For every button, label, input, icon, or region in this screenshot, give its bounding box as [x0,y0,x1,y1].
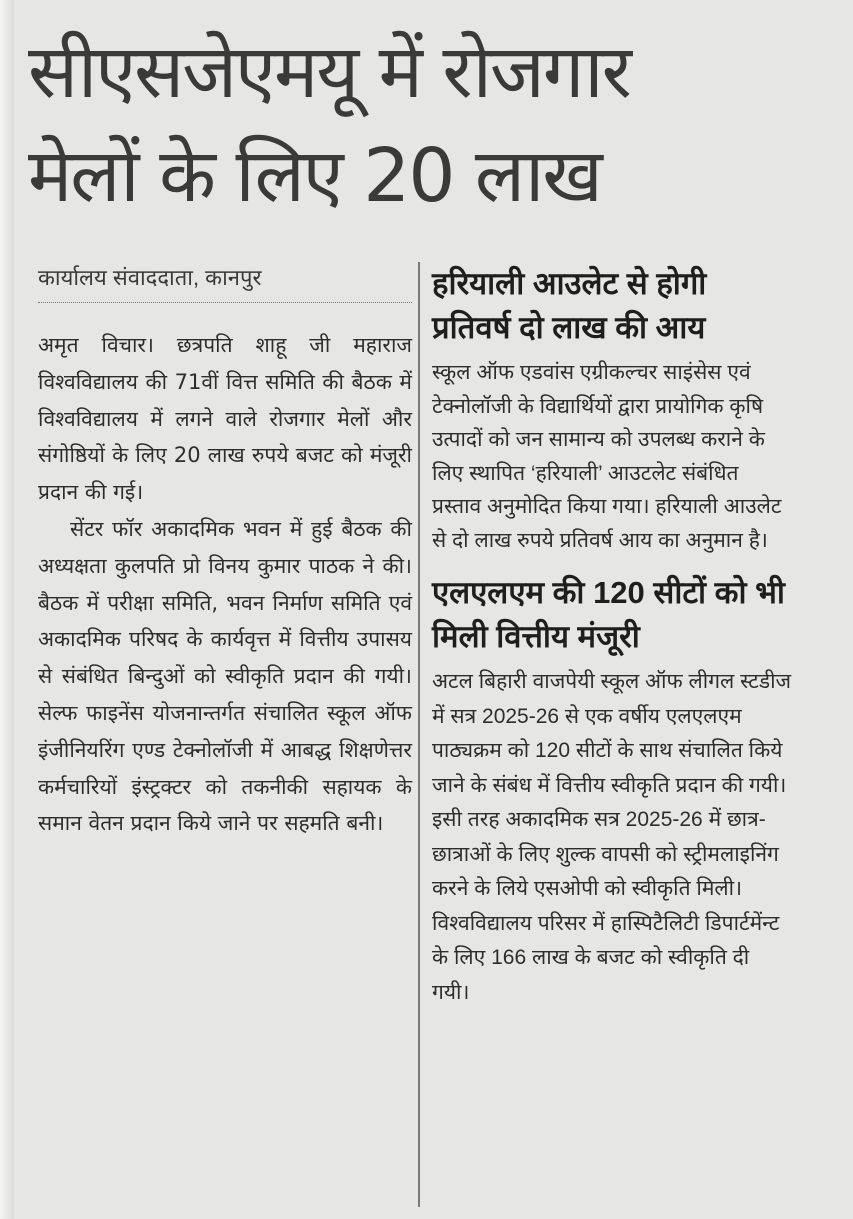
main-story-column [38,262,412,842]
headline-line-1: सीएसजेएमयू में रोजगार [28,29,630,115]
main-story-paragraph-1: अमृत विचार। छत्रपति शाहू जी महाराज विश्वविद्यालय की 71वीं वित्त समिति की बैठक में विश्वविद्यालय में लगने वाले रोजगार मेलों और संगोष्ठियों के लिए 20 लाख रुपये बजट को मंजूरी प्रदान की गई। [38,333,412,505]
page-edge [0,0,14,1219]
side-story-1-body: स्कूल ऑफ एडवांस एग्रीकल्चर साइंसेस एवं टेक्नोलॉजी के विद्यार्थियों द्वारा प्रायोगिक कृषि उत्पादों को जन सामान्य को उपलब्ध कराने के लिए स्थापित ‘हरियाली’ आउटलेट संबंधित प्रस्ताव अनुमोदित किया गया। हरियाली आउलेट से दो लाख रुपये प्रतिवर्ष आय का अनुमान है। [432,361,782,552]
byline: कार्यालय संवाददाता, कानपुर [38,262,412,303]
side-story-1-heading: हरियाली आउलेट से होगी प्रतिवर्ष दो लाख की आय [432,266,707,345]
side-stories-column [432,262,792,1024]
side-story-2-body: अटल बिहारी वाजपेयी स्कूल ऑफ लीगल स्टडीज में सत्र 2025-26 से एक वर्षीय एलएलएम पाठ्यक्रम को 120 सीटों के साथ संचालित किये जाने के संबंध में वित्तीय स्वीकृति प्रदान की गयी। इसी तरह अकादमिक सत्र 2025-26 में छात्र-छात्राओं के लिए शुल्क वापसी को स्ट्रीमलाइनिंग करने के लिये एसओपी को स्वीकृति मिली। विश्वविद्यालय परिसर में हास्पिटैलिटी डिपार्टमेंन्ट के लिए 166 लाख के बजट को स्वीकृति दी गयी। [432,670,792,1004]
side-story-2-heading: एलएलएम की 120 सीटों को भी मिली वित्तीय मंजूरी [432,575,785,654]
column-divider [418,262,420,1207]
main-story-paragraph-2: सेंटर फॉर अकादमिक भवन में हुई बैठक की अध्यक्षता कुलपति प्रो विनय कुमार पाठक ने की। बैठक में परीक्षा समिति, भवन निर्माण समिति एवं अकादमिक परिषद के कार्यवृत्त में वित्तीय उपासय से संबंधित बिन्दुओं को स्वीकृति प्रदान की गयी। सेल्फ फाइनेंस योजनान्तर्गत संचालित स्कूल ऑफ इंजीनियरिंग एण्ड टेक्नोलॉजी में आबद्ध शिक्षणेत्तर कर्मचारियों इंस्ट्रक्टर को तकनीकी सहायक के समान वेतन प्रदान किये जाने पर सहमति बनी। [38,516,412,836]
headline [28,20,838,228]
headline-line-2: मेलों के लिए 20 लाख [28,133,601,219]
